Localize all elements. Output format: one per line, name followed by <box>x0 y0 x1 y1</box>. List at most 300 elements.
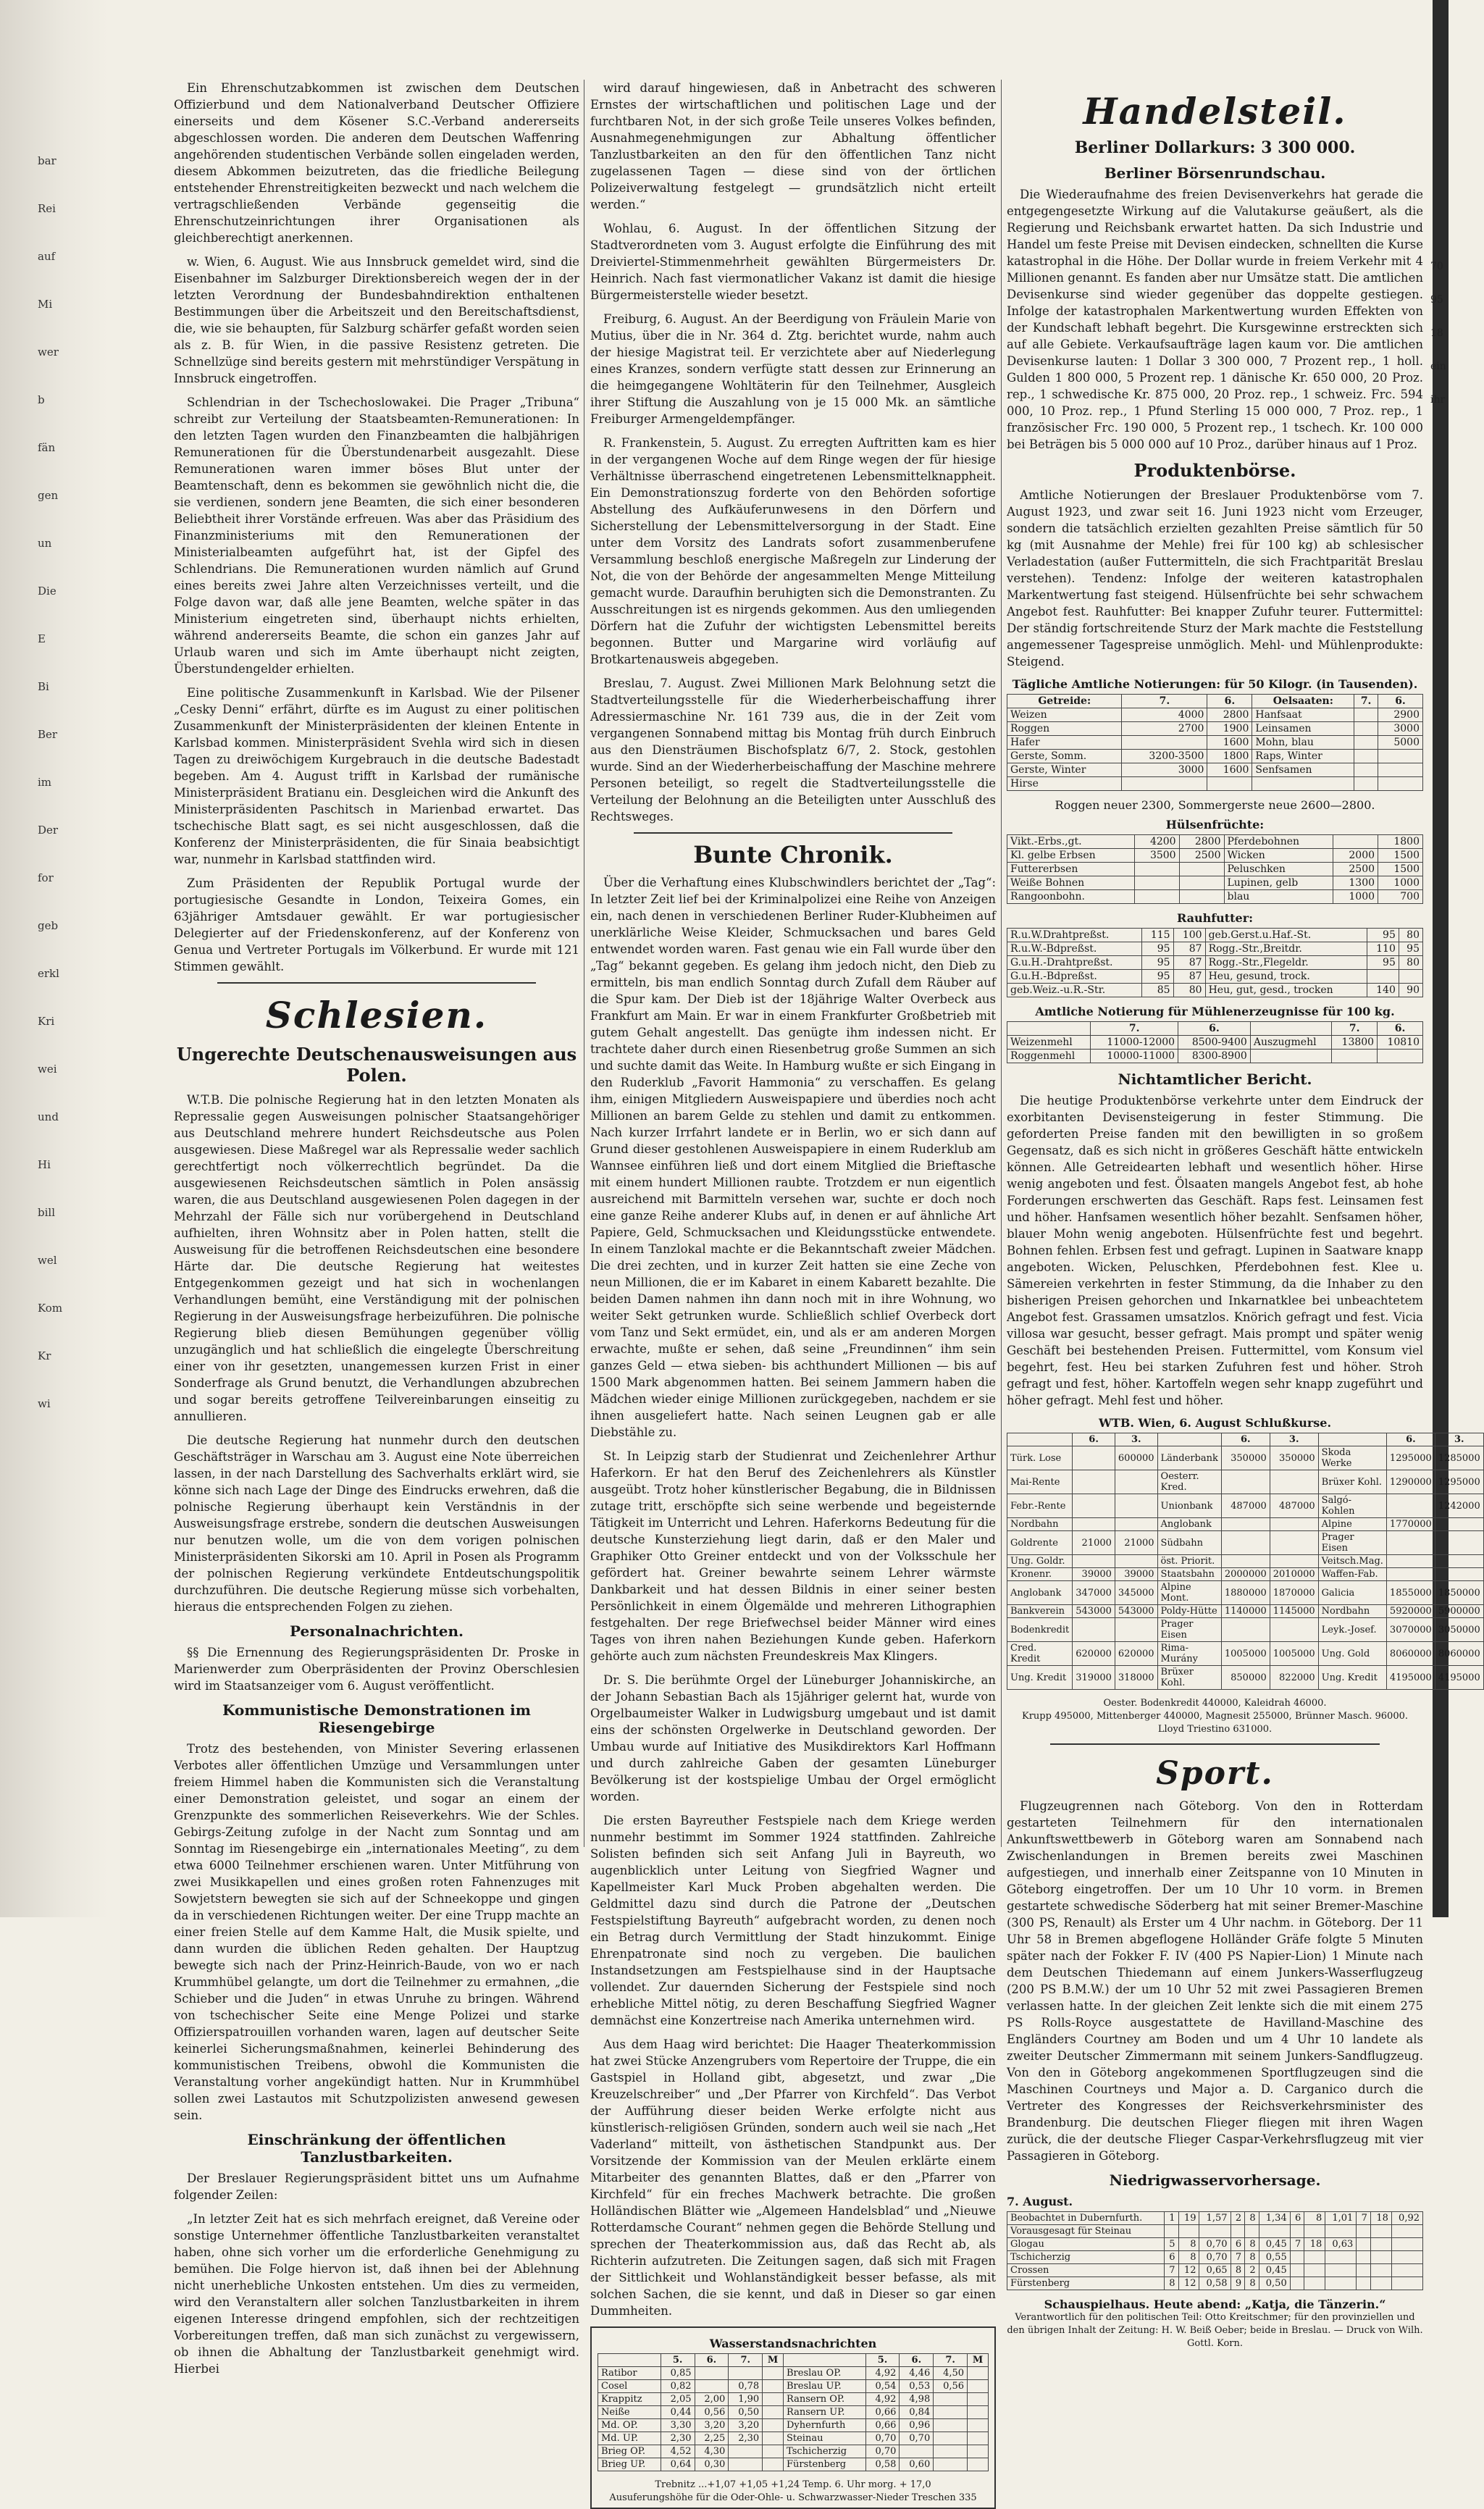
table-cell <box>1073 1446 1115 1470</box>
table-cell: 3070000 <box>1386 1618 1435 1642</box>
table-cell <box>968 2445 989 2458</box>
table-cell: 87 <box>1173 956 1205 970</box>
wasserstand-table <box>598 2353 989 2471</box>
table-cell: 12 <box>1178 2264 1199 2277</box>
article-nichtamtlich: Die heutige Produktenbörse verkehrte unter dem Eindruck der exorbitanten Devisensteigerung in fester Stimmung. Die geforderten Preise fanden mit den bewilligten in so großem Gegensatz, daß es sich nicht in größeres Geschäft hätte entwickeln können. Alle Getreidearten lebhaft und wesentlich höher. Hirse wenig angeboten und fest. Ölsaaten mangels Angebot fest, ab hohe Forderungen erschwerten das Geschäft. Raps fest. Leinsamen fest und höher. Hanfsamen wesentlich höher bezahlt. Senfsamen höher, blauer Mohn wenig angeboten. Hülsenfrüchte fest und begehrt. Bohnen fehlen. Erbsen fest und gefragt. Lupinen in Saatware knapp angeboten. Wicken, Peluschken, Pferdebohnen fest. Klee u. Sämereien verkehrten in fester Stimmung, da die Inhaber zu den bisherigen Preisen gehorchen und Inkarnatklee bei unbeachtetem Angebot fest. Grassamen umsatzlos. Knörich gefragt und fest. Vicia villosa war gesucht, besser gefragt. Mais prompt und später wenig Geschäft bei bestehenden Preisen. Futtermittel, vom Konsum viel begehrt, fest. Heu bei starken Zufuhren fest und höher. Stroh gefragt und fest, höher. Kartoffeln wegen sehr knapp zugeführt und höher gefragt. Mehl fest und höher. <box>1007 1094 1423 1407</box>
headline-niedrigwasser: Niedrigwasservorhersage. <box>1109 2171 1321 2189</box>
table-cell <box>763 2445 784 2458</box>
table-row <box>1007 736 1423 750</box>
table-row <box>1007 1605 1484 1618</box>
table-header-cell: 7. <box>1122 695 1207 708</box>
table-cell: 0,70 <box>865 2432 900 2445</box>
table-cell: Länderbank <box>1157 1446 1221 1470</box>
table-cell <box>729 2458 763 2471</box>
table-cell: 2800 <box>1179 835 1224 849</box>
table-cell <box>1354 763 1378 777</box>
table-header-cell: 3. <box>1435 1433 1483 1446</box>
table-cell: 0,56 <box>934 2380 968 2393</box>
table-cell: Oesterr. Kred. <box>1157 1470 1221 1494</box>
table-cell: 0,45 <box>1259 2264 1290 2277</box>
table-cell <box>1134 890 1179 904</box>
table-cell <box>1391 2225 1422 2238</box>
table-cell: 2000 <box>1333 849 1378 863</box>
table-cell <box>1391 2264 1422 2277</box>
table-cell: Raps, Winter <box>1252 750 1354 763</box>
neighbor-word: gen <box>38 489 59 502</box>
table-header-cell: Getreide: <box>1007 695 1122 708</box>
table-cell: 8 <box>1231 2264 1245 2277</box>
table-row <box>1007 722 1423 736</box>
neighbor-word: wi <box>38 1397 51 1410</box>
table-cell: 0,64 <box>661 2458 695 2471</box>
table-cell: 8500-9400 <box>1178 1036 1251 1050</box>
table-cell: Ransern OP. <box>783 2393 865 2406</box>
table-cell: 0,65 <box>1199 2264 1231 2277</box>
table-cell <box>968 2380 989 2393</box>
table-cell <box>968 2406 989 2419</box>
headline-produktenboerse: Produktenbörse. <box>1133 460 1296 481</box>
table-cell <box>1178 2225 1199 2238</box>
table-cell: 39000 <box>1115 1568 1157 1581</box>
table-row <box>1007 1618 1484 1642</box>
table-cell <box>1378 1050 1423 1063</box>
table-cell: öst. Priorit. <box>1157 1555 1221 1568</box>
wasserstand-footer: Trebnitz ...+1,07 +1,05 +1,24 Temp. 6. Uhr morg. + 17,0 <box>655 2479 931 2490</box>
table-cell: 3200-3500 <box>1122 750 1207 763</box>
headline-nichtamtlich: Nichtamtlicher Bericht. <box>1118 1071 1312 1088</box>
table-cell: Brüxer Kohl. <box>1318 1470 1386 1494</box>
table-cell <box>934 2406 968 2419</box>
newspaper-page <box>174 80 1480 2503</box>
notierungen-title: Tägliche Amtliche Notierungen: für 50 Kilogr. (in Tausenden). <box>1012 677 1418 691</box>
table-cell <box>1250 1050 1331 1063</box>
table-cell: 319000 <box>1073 1666 1115 1690</box>
table-cell: 1000 <box>1333 890 1378 904</box>
neighbor-word: 18 <box>1430 327 1443 339</box>
table-cell: 110 <box>1367 942 1399 956</box>
neighbor-word: E <box>38 632 46 645</box>
table-cell: 543000 <box>1115 1605 1157 1618</box>
table-cell <box>1199 2225 1231 2238</box>
table-cell <box>1357 2251 1371 2264</box>
table-header-cell: 6. <box>695 2354 729 2367</box>
table-cell <box>1221 1555 1270 1568</box>
table-cell <box>1378 777 1423 791</box>
article-haag: Aus dem Haag wird berichtet: Die Haager Theaterkommission hat zwei Stücke Anzengrubers vom Repertoire der Truppe, die ein Gastspiel in Holland gibt, abgesetzt, und zwar „Die Kreuzelschreiber“ und „Der Pfarrer von Kirchfeld“. Das Verbot der Aufführung dieser beiden Werke erfolgte nicht aus künstlerisch-religiösen Gründen, sondern auch weil sie nach „Het Vaderland“ mitteilt, von ästhetischen Standpunkt aus. Der Vorsitzende der Kommission van der Meulen erklärte einem Mitarbeiter des genannten Blattes, daß er den „Pfarrer von Kirchfeld“ für ein freches Machwerk betrachte. Die großen Holländischen Blätter wie „Algemeen Handelsblad“ und „Nieuwe Rotterdamsche Courant“ nehmen gegen die Behörde Stellung und sprechen der Theaterkommission aus, daß das Recht ab, als Richterin aufzutreten. Die Zeitungen sagen, daß sich mit Fragen der Sittlichkeit und Wohlanständigkeit besser befasse, als mit solchen Sachen, die sie kennt, und daß in Dieser so gar einen Dummheiten. <box>590 2037 996 2318</box>
dollar-rate: Berliner Dollarkurs: 3 300 000. <box>1074 138 1356 157</box>
neighbor-word: erkl <box>38 967 59 980</box>
neighbor-word: Ber <box>38 728 58 741</box>
table-cell: 1900 <box>1207 722 1252 736</box>
table-cell: Pferdebohnen <box>1224 835 1333 849</box>
table-cell <box>763 2419 784 2432</box>
table-cell: Cred. Kredit <box>1007 1642 1073 1666</box>
table-cell <box>1435 1518 1483 1531</box>
table-header-cell: 3. <box>1115 1433 1157 1446</box>
table-cell <box>1435 1568 1483 1581</box>
imprint: Verantwortlich für den politischen Teil: Otto Kreitschmer; für den provinziellen und den übrigen Inhalt der Zeitung: H. W. Beiß Oeber; beide in Breslau. — Druck von Wilh. Gottl. Korn. <box>1007 2312 1423 2349</box>
article-freiburg: Freiburg, 6. August. An der Beerdigung von Fräulein Marie von Mutius, über die in Nr. 364 d. Ztg. berichtet wurde, nahm auch der hiesige Magistrat teil. Er verzichtete aber auf Niederlegung eines Kranzes, sondern verfügte statt dessen zur Erinnerung an die heimgegangene Wohltäterin für den Teilnehmer, Ausgleich ihrer Stiftung die Auszahlung von je 15 000 Mk. an sämtliche Freiburger Armengeldempfänger. <box>590 312 996 426</box>
table-cell <box>968 2432 989 2445</box>
table-cell <box>1435 1555 1483 1568</box>
table-row <box>1007 1470 1484 1494</box>
table-cell <box>1386 1555 1435 1568</box>
table-cell: 318000 <box>1115 1666 1157 1690</box>
table-cell: Rima-Murány <box>1157 1642 1221 1666</box>
muehlen-table <box>1007 1021 1423 1063</box>
table-cell: Md. OP. <box>598 2419 661 2432</box>
table-cell <box>1325 2225 1357 2238</box>
table-cell: 4,30 <box>695 2445 729 2458</box>
table-cell: 1870000 <box>1270 1581 1318 1605</box>
table-row <box>1007 750 1423 763</box>
table-row <box>598 2458 989 2471</box>
table-cell: Brüxer Kohl. <box>1157 1666 1221 1690</box>
table-cell: 620000 <box>1073 1642 1115 1666</box>
table-cell <box>1370 2277 1391 2290</box>
table-cell: Goldrente <box>1007 1531 1073 1555</box>
table-cell: 21000 <box>1115 1531 1157 1555</box>
table-cell <box>763 2458 784 2471</box>
table-cell <box>1357 2225 1371 2238</box>
column-3 <box>1007 80 1480 2349</box>
table-cell: 80 <box>1399 929 1422 942</box>
table-cell <box>900 2445 934 2458</box>
niedrig-date: 7. August. <box>1007 2195 1073 2208</box>
table-cell: 8 <box>1164 2277 1178 2290</box>
table-cell <box>1115 1470 1157 1494</box>
table-cell <box>1073 1470 1115 1494</box>
table-cell: 5000 <box>1378 736 1423 750</box>
table-cell <box>1354 750 1378 763</box>
table-cell <box>1290 2264 1304 2277</box>
table-cell: 350000 <box>1270 1446 1318 1470</box>
table-cell <box>1134 863 1179 876</box>
table-cell: 8 <box>1245 2251 1259 2264</box>
table-cell <box>1179 863 1224 876</box>
table-cell <box>763 2393 784 2406</box>
neighbor-word: wer <box>38 345 59 359</box>
table-cell <box>1386 1568 1435 1581</box>
table-cell <box>1179 890 1224 904</box>
neighbor-word: wei <box>38 1063 57 1076</box>
article-wien-eisenbahner: w. Wien, 6. August. Wie aus Innsbruck gemeldet wird, sind die Eisenbahner im Salzburger Direktionsbereich wegen der in der letzten Verordnung der Bundesbahndirektion enthaltenen Bestimmungen über die Arbeitszeit und den Bereitschaftsdienst, die, wie sie behaupten, für Salzburg schärfer gefaßt worden seien als z. B. für Wien, in die passive Resistenz getreten. Die Schnellzüge sind bereits gestern mit mehrstündiger Verspätung in Innsbruck eingetroffen. <box>174 255 579 385</box>
table-cell <box>1370 2225 1391 2238</box>
table-cell: Poldy-Hütte <box>1157 1605 1221 1618</box>
table-cell: 21000 <box>1073 1531 1115 1555</box>
table-row <box>1007 2238 1423 2251</box>
table-header-cell: M <box>968 2354 989 2367</box>
table-cell: 7 <box>1231 2251 1245 2264</box>
table-header-cell: 6. <box>1073 1433 1115 1446</box>
table-cell: 4195000 <box>1435 1666 1483 1690</box>
table-cell: 3000 <box>1378 722 1423 736</box>
table-cell: Hanfsaat <box>1252 708 1354 722</box>
table-cell: 4200 <box>1134 835 1179 849</box>
table-cell: Auszugmehl <box>1250 1036 1331 1050</box>
table-cell: 0,70 <box>1199 2238 1231 2251</box>
table-cell: 7 <box>1357 2212 1371 2225</box>
article-klubschwindler: Über die Verhaftung eines Klubschwindlers berichtet der „Tag“: In letzter Zeit lief bei der Kriminalpolizei eine Reihe von Anzeigen ein, nach denen in verschiedenen Berliner Ruder-Klubheimen auf unerklärliche Weise Kleider, Schmucksachen und bares Geld entwendet worden waren. Fast genau wie ein Fall wurde über den „Tag“ bekannt gegeben. Es gelang ihm jedoch nicht, den Dieb zu ermitteln, bis man endlich Sonntag durch Zufall dem Räuber auf die Spur kam. Der Dieb ist der 18jährige Walter Overbeck aus Frankfurt am Main. Er war in einem Frankfurter Großbetrieb mit gutem Gehalt angestellt. Das genügte ihm indessen nicht. Er trachtete daher durch einen Riesenbetrug große Summen an sich und suchte damit das Weite. In Hamburg wußte er sich Eingang in den Ruderklub „Favorit Hammonia“ zu verschaffen. Es gelang ihm, einigen Mitgliedern Ausweispapiere und überdies noch acht Millionen an barem Gelde zu stehlen und damit zu entkommen. Nach kurzer Irrfahrt landete er in Berlin, wo er sich dann auf Grund dieser gestohlenen Ausweispapiere in einem Ruderklub am Wannsee einführen ließ und dort einem Mitglied die Brieftasche mit einem hundert Millionen raubte. Trotzdem er nun eigentlich ausreichend mit Barmitteln versehen war, suchte er doch noch eine ganze Reihe anderer Klubs auf, in denen er auf ähnliche Art Papiere, Geld, Schmucksachen und Kleidungsstücke entwendete. In einem Tanzlokal machte er die Bekanntschaft zweier Mädchen. Die drei zechten, und in kurzer Zeit hatten sie eine Zeche von neun Millionen, die er im Kabaret in einem Kabarett bezahlte. Die beiden Damen nahmen ihn dann noch mit in ihre Wohnung, wo weiter Sekt getrunken wurde. Schließlich schlief Overbeck dort vom Tanz und Sekt ermüdet, ein, und als er am anderen Morgen erwachte, mußte er sehen, daß seine „Freundinnen“ ihm sein ganzes Geld — etwa sieben- bis achthundert Millionen — bis auf 1500 Mark abgenommen hatten. Bei seinem Jammern haben die Mädchen wieder einige Millionen zurückgegeben, nachdem er sie ihnen ausgeliefert hatte. Nach seinen Leugnen gab er alle Diebstähle zu. <box>590 876 996 1439</box>
table-cell: Heu, gesund, trock. <box>1205 970 1367 984</box>
column-divider <box>1001 80 1002 1847</box>
table-cell <box>1333 835 1378 849</box>
table-cell: 7 <box>1164 2264 1178 2277</box>
table-cell: Anglobank <box>1007 1581 1073 1605</box>
table-cell: Brieg UP. <box>598 2458 661 2471</box>
table-cell <box>1378 750 1423 763</box>
table-cell: Roggenmehl <box>1007 1050 1091 1063</box>
table-row <box>1007 929 1423 942</box>
table-cell: 0,84 <box>900 2406 934 2419</box>
table-cell <box>1122 736 1207 750</box>
neighbor-word: Rei <box>38 202 56 215</box>
table-cell: 487000 <box>1270 1494 1318 1518</box>
table-row <box>1007 970 1423 984</box>
table-cell: Leyk.-Josef. <box>1318 1618 1386 1642</box>
table-row <box>1007 2212 1423 2225</box>
table-cell: 2,00 <box>695 2393 729 2406</box>
table-cell: Rogg.-Str.,Breitdr. <box>1205 942 1367 956</box>
table-cell: 6 <box>1164 2251 1178 2264</box>
table-row <box>1007 1518 1484 1531</box>
table-cell: 2,30 <box>729 2432 763 2445</box>
table-cell <box>695 2380 729 2393</box>
table-cell: 1005000 <box>1221 1642 1270 1666</box>
table-cell: 95 <box>1141 942 1173 956</box>
table-cell: Staatsbahn <box>1157 1568 1221 1581</box>
table-cell <box>1290 2251 1304 2264</box>
table-cell: 2000000 <box>1221 1568 1270 1581</box>
table-cell <box>1115 1618 1157 1642</box>
neighbor-word: 70 <box>1430 261 1443 272</box>
table-cell: Bankverein <box>1007 1605 1073 1618</box>
table-cell: 18 <box>1370 2212 1391 2225</box>
table-cell: Peluschken <box>1224 863 1333 876</box>
table-cell: Md. UP. <box>598 2432 661 2445</box>
section-title-bunte-chronik: Bunte Chronik. <box>693 841 893 868</box>
table-header-cell: 5. <box>865 2354 900 2367</box>
table-cell <box>1304 2264 1325 2277</box>
table-cell: 0,96 <box>900 2419 934 2432</box>
table-cell: Salgó-Kohlen <box>1318 1494 1386 1518</box>
table-cell: Nordbahn <box>1007 1518 1073 1531</box>
table-cell <box>934 2432 968 2445</box>
table-cell: 6 <box>1231 2238 1245 2251</box>
table-cell: 1770000 <box>1386 1518 1435 1531</box>
table-header-cell: 3. <box>1270 1433 1318 1446</box>
table-cell: 4,92 <box>865 2393 900 2406</box>
table-cell: 80 <box>1399 956 1422 970</box>
table-cell: 10000-11000 <box>1091 1050 1178 1063</box>
table-cell: 1500 <box>1378 849 1423 863</box>
table-row <box>1007 763 1423 777</box>
table-cell: Fürstenberg <box>1007 2277 1165 2290</box>
table-cell: 13800 <box>1332 1036 1378 1050</box>
table-cell: Ransern UP. <box>783 2406 865 2419</box>
table-cell <box>1245 2225 1259 2238</box>
table-header-cell: 6. <box>1378 695 1423 708</box>
table-cell: Glogau <box>1007 2238 1165 2251</box>
table-cell <box>1073 1518 1115 1531</box>
table-cell <box>1325 2277 1357 2290</box>
table-header-cell: M <box>763 2354 784 2367</box>
table-cell: 345000 <box>1115 1581 1157 1605</box>
table-cell: 0,58 <box>865 2458 900 2471</box>
table-cell: 1,57 <box>1199 2212 1231 2225</box>
table-cell <box>1221 1531 1270 1555</box>
table-cell: 0,55 <box>1259 2251 1290 2264</box>
table-cell: 350000 <box>1221 1446 1270 1470</box>
table-header-cell <box>1007 1022 1091 1036</box>
table-cell: G.u.H.-Bdpreßst. <box>1007 970 1142 984</box>
table-cell <box>1073 1555 1115 1568</box>
table-cell: 8 <box>1304 2212 1325 2225</box>
table-cell: Vikt.-Erbs.,gt. <box>1007 835 1135 849</box>
table-cell: 3500 <box>1134 849 1179 863</box>
article-frankenstein: R. Frankenstein, 5. August. Zu erregten Auftritten kam es hier in der vergangenen Woche auf dem Ringe wegen der für hiesige Verhältnisse überraschend eingetretenen Lebensmittelknappheit. Ein Demonstrationszug forderte von den Behörden sofortige Abstellung des Aufkäuferunwesens in den Dörfern und Sicherstellung der Lebensmittelversorgung in der Stadt. Eine unter dem Vorsitz des Landrats sofort zusammenberufene Versammlung beschloß energische Maßregeln zur Linderung der Not, die von der Behörde der angesammelten Menge Mitteilung gemacht wurde. Daraufhin beruhigten sich die Demonstranten. Zu Ausschreitungen ist es nirgends gekommen. Aus den umliegenden Dörfern hat die Zufuhr der wichtigsten Lebensmittel bereits begonnen. Butter und Margarine wird vorläufig auf Brotkartenausweis abgegeben. <box>590 436 996 666</box>
table-header-cell: 6. <box>1178 1022 1251 1036</box>
headline-ausweisungen: Ungerechte Deutschenausweisungen aus Polen. <box>176 1044 577 1086</box>
table-cell: 0,63 <box>1325 2238 1357 2251</box>
table-cell: 4,92 <box>865 2367 900 2380</box>
table-cell <box>968 2419 989 2432</box>
table-cell: Mai-Rente <box>1007 1470 1073 1494</box>
article-schlendrian: Schlendrian in der Tschechoslowakei. Die Prager „Tribuna“ schreibt zur Verteilung der Staatsbeamten-Remunerationen: In den letzten Tagen wurden den Finanzbeamten die halbjährigen Remunerationen für die Überstundenarbeit ausgezahlt. Diese Remunerationen waren immer böses Blut unter der Beamtenschaft, denn es bekommen sie gewöhnlich nicht die, die sie verdienen, sondern jene Beamten, die sich einer besonderen Beliebtheit ihrer Vorstände erfreuen. Was aber das Präsidium des Finanzministeriums mit den Remunerationen der Ministerialbeamten aufgeführt hat, ist der Gipfel des Schlendrians. Die Remunerationen wurden nämlich auf Grund eines bereits zwei Jahre alten Verzeichnisses verteilt, und die Folge davon war, daß alle jene Beamten, welche später in das Ministerium eingetreten sind, überhaupt nichts erhielten, während andererseits Beamte, die schon ein ganzes Jahr auf Urlaub waren und sich im Amte überhaupt nicht zeigten, Überstundengelder erhielten. <box>174 395 579 676</box>
neighbor-word: ein <box>1430 361 1446 372</box>
neighbor-word: Kr <box>38 1349 51 1362</box>
table-row <box>1007 708 1423 722</box>
table-cell: 0,70 <box>865 2445 900 2458</box>
neighbor-word: wel <box>38 1254 57 1267</box>
table-cell <box>1357 2264 1371 2277</box>
table-row <box>598 2406 989 2419</box>
table-cell <box>1370 2264 1391 2277</box>
table-cell <box>1270 1470 1318 1494</box>
table-cell: 8 <box>1245 2277 1259 2290</box>
table-cell: 4,98 <box>900 2393 934 2406</box>
table-cell <box>1122 777 1207 791</box>
table-cell: 19 <box>1178 2212 1199 2225</box>
neighbor-word: b <box>38 393 45 406</box>
table-cell: 0,58 <box>1199 2277 1231 2290</box>
table-cell: 1800 <box>1378 835 1423 849</box>
table-cell: Kl. gelbe Erbsen <box>1007 849 1135 863</box>
table-cell: 115 <box>1141 929 1173 942</box>
table-cell: 1,34 <box>1259 2212 1290 2225</box>
table-cell: 100 <box>1173 929 1205 942</box>
table-cell: 9 <box>1231 2277 1245 2290</box>
table-cell: 0,82 <box>661 2380 695 2393</box>
table-cell <box>934 2393 968 2406</box>
article-personal: §§ Die Ernennung des Regierungspräsidenten Dr. Proske in Marienwerder zum Oberpräsidenten der Provinz Oberschlesien wird im Staatsanzeiger vom 6. August veröffentlicht. <box>174 1646 579 1693</box>
wasserstand-box <box>590 2326 996 2509</box>
table-cell <box>1179 876 1224 890</box>
article-tanz-text: „In letzter Zeit hat es sich mehrfach ereignet, daß Vereine oder sonstige Unternehmer öffentliche Tanzlustbarkeiten veranstaltet haben, ohne sich vorher um die erforderliche Genehmigung zu bemühen. Die Folge hiervon ist, daß ihnen bei der Ablehnung nicht unerhebliche Unkosten entstehen. Um dies zu vermeiden, wird den Veranstaltern aller solchen Tanzlustbarkeiten in ihrem eigenen Interesse dringend empfohlen, sich der rechtzeitigen Vorbereitungen treffen, daß man sich zunächst zu vergewissern, ob ihnen die Abhaltung der Tanzlustbarkeit genehmigt wird. Hierbei <box>174 2212 579 2376</box>
table-cell <box>763 2406 784 2419</box>
table-cell: Türk. Lose <box>1007 1446 1073 1470</box>
table-cell: 2010000 <box>1270 1568 1318 1581</box>
table-row <box>1007 1036 1423 1050</box>
theater-notice: Schauspielhaus. Heute abend: „Katja, die Tänzerin.“ <box>1044 2298 1386 2311</box>
table-cell: Brieg OP. <box>598 2445 661 2458</box>
table-cell: geb.Gerst.u.Haf.-St. <box>1205 929 1367 942</box>
table-cell <box>1357 2277 1371 2290</box>
table-cell <box>1115 1555 1157 1568</box>
table-cell: 1005000 <box>1270 1642 1318 1666</box>
rauhfutter-table <box>1007 928 1423 997</box>
table-header-cell <box>783 2354 865 2367</box>
article-kommunisten: Trotz des bestehenden, von Minister Severing erlassenen Verbotes aller öffentlichen Umzüge und Versammlungen unter freiem Himmel haben die Kommunisten sich die Veranstaltung einer Demonstration geleistet, und sogar an einem der Grenzpunkte des sommerlichen Reiseverkehrs. Wie der Schles. Gebirgs-Zeitung zufolge in der Nacht zum Sonntag und am Sonntag im Riesengebirge ein „internationales Meeting“, zu dem etwa 6000 Teilnehmer erschienen waren. Unter Mitführung von zwei Musikkapellen und eines großen roten Fahnenzuges mit Sowjetstern bewegten sie sich auf der Schneekoppe und gingen da in verschiedenen Richtungen weiter. Der eine Trupp machte an einer freien Stelle auf dem Kamme Halt, die Musik spielte, und dann wurden die üblichen Reden gehalten. Der Hauptzug bewegte sich nach der Prinz-Heinrich-Baude, von wo er nach Krummhübel gelangte, um dort die Teilnehmer zu ermahnen, „die Schieber und die Juden“ in etwas Unruhe zu bringen. Während von tschechischer Seite eine Menge Polizei und starke Offizierspatrouillen vorhanden waren, lagen auf deutscher Seite keinerlei Sicherungsmaßnahmen, keinerlei Behinderung des kommunistischen Treibens, obwohl die Kommunisten die Veranstaltung vorher angekündigt hatten. Nur in Krummhübel sollen zwei Lastautos mit Schutzpolizisten anwesend gewesen sein. <box>174 1742 579 2122</box>
table-header-cell: 6. <box>1207 695 1252 708</box>
table-cell: 2800 <box>1207 708 1252 722</box>
table-cell <box>1290 2225 1304 2238</box>
table-cell <box>1115 1518 1157 1531</box>
table-cell: 2700 <box>1122 722 1207 736</box>
table-cell <box>1325 2264 1357 2277</box>
table-row <box>1007 1050 1423 1063</box>
table-cell <box>1221 1518 1270 1531</box>
huelsen-title: Hülsenfrüchte: <box>1165 818 1265 832</box>
article-ausweisungen-2: Die deutsche Regierung hat nunmehr durch den deutschen Geschäftsträger in Warschau am 3. August eine Note überreichen lassen, in der nach Darstellung des Sachverhalts erklärt wird, sie könne sich nach Lage der Dinge des Eindrucks erwehren, daß die polnische Regierung überhaupt kein Verständnis in der Ausweisungsfrage erstrebe, sondern die deutschen Ausweisungen nur benutzen wolle, um die von dem vorigen polnischen Ministerpräsidenten Sikorski am 10. April in Posen als Programm der polnischen Regierung verkündete Entdeutschungspolitik durchzuführen. Die deutsche Regierung müsse sich vorbehalten, hieraus die entsprechenden Folgen zu ziehen. <box>174 1433 579 1614</box>
article-tanz-intro: Der Breslauer Regierungspräsident bittet uns um Aufnahme folgender Zeilen: <box>174 2171 579 2202</box>
table-row <box>1007 1555 1484 1568</box>
table-cell: 0,44 <box>661 2406 695 2419</box>
table-row <box>1007 849 1423 863</box>
table-cell <box>1073 1494 1115 1518</box>
table-cell <box>934 2458 968 2471</box>
article-wohlau: Wohlau, 6. August. In der öffentlichen Sitzung der Stadtverordneten vom 3. August erfolgte die Einführung des mit Dreiviertel-Stimmenmehrheit gewählten Bürgermeisters Dr. Heinrich. Nach fast viermonatlicher Vakanz ist damit die hiesige Bürgermeisterstelle wieder besetzt. <box>590 222 996 302</box>
table-cell: 0,30 <box>695 2458 729 2471</box>
table-header-cell: 7. <box>1332 1022 1378 1036</box>
neighbor-word: und <box>38 1110 59 1123</box>
table-cell: 1290000 <box>1386 1470 1435 1494</box>
table-row <box>598 2419 989 2432</box>
table-cell: Gerste, Somm. <box>1007 750 1122 763</box>
table-cell <box>1391 2251 1422 2264</box>
table-cell: 2,25 <box>695 2432 729 2445</box>
table-cell: 8060000 <box>1435 1642 1483 1666</box>
table-row <box>1007 2251 1423 2264</box>
table-cell: Vorausgesagt für Steinau <box>1007 2225 1165 2238</box>
table-cell <box>968 2367 989 2380</box>
table-cell <box>1370 2251 1391 2264</box>
table-cell: 85 <box>1141 984 1173 997</box>
table-cell <box>1391 2238 1422 2251</box>
table-cell: 2 <box>1231 2212 1245 2225</box>
wien-footer: Oester. Bodenkredit 440000, Kaleidrah 46000. <box>1103 1698 1327 1709</box>
table-cell <box>1207 777 1252 791</box>
table-cell: 1145000 <box>1270 1605 1318 1618</box>
table-cell <box>934 2419 968 2432</box>
table-cell: 1 <box>1164 2212 1178 2225</box>
neighbor-page-fragment <box>38 152 81 1456</box>
table-cell <box>1231 2225 1245 2238</box>
table-row <box>1007 942 1423 956</box>
table-cell: Hafer <box>1007 736 1122 750</box>
table-cell: 1800 <box>1207 750 1252 763</box>
muehlen-title: Amtliche Notierung für Mühlenerzeugnisse für 100 kg. <box>1035 1005 1395 1018</box>
neighbor-word: Bi <box>38 680 49 693</box>
section-title-schlesien: Schlesien. <box>265 994 488 1036</box>
table-cell: Krappitz <box>598 2393 661 2406</box>
table-cell <box>1325 2251 1357 2264</box>
table-cell: 90 <box>1399 984 1422 997</box>
table-header-cell: 6. <box>900 2354 934 2367</box>
table-cell: 140 <box>1367 984 1399 997</box>
column-1 <box>174 80 579 2376</box>
table-cell: blau <box>1224 890 1333 904</box>
